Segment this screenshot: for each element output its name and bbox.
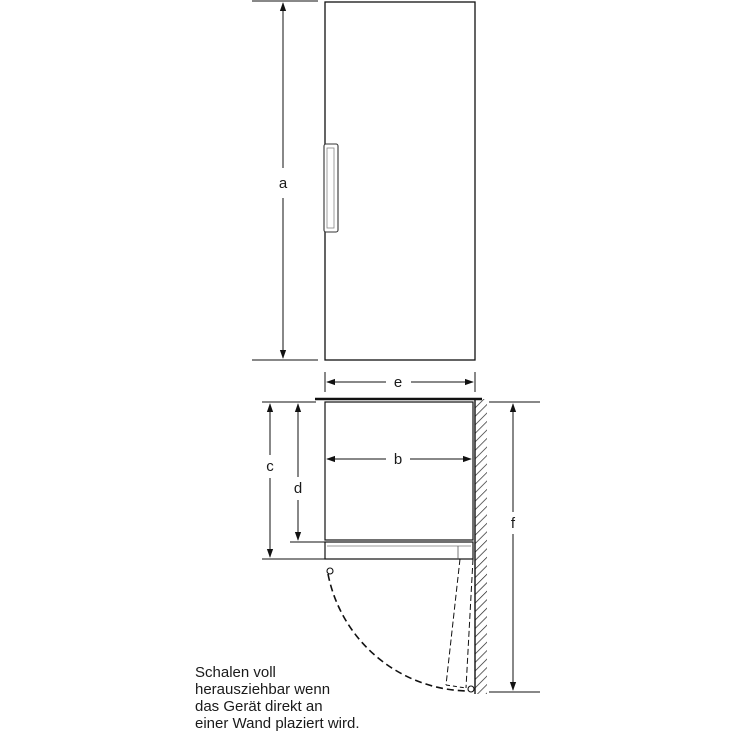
dimension-f-label: f: [510, 515, 516, 532]
door-open: [446, 559, 473, 688]
installation-note-line: das Gerät direkt an: [195, 698, 323, 715]
hinge-point: [327, 568, 333, 574]
installation-note-line: herausziehbar wenn: [195, 681, 331, 698]
wall-hatching: [475, 399, 487, 694]
appliance-front-body: [325, 2, 475, 360]
dimension-a: [252, 1, 318, 360]
dimension-b-label: b: [393, 451, 403, 468]
dimension-f: [489, 402, 540, 692]
dimension-e-label: e: [393, 374, 403, 391]
installation-note: [195, 664, 435, 732]
installation-note-line: Schalen voll: [195, 664, 276, 681]
dimension-d-label: d: [293, 480, 303, 497]
front-view: [324, 2, 475, 360]
dimension-a-label: a: [278, 175, 288, 192]
appliance-top-body: [325, 402, 473, 540]
hinge-point-open: [468, 686, 474, 692]
door-handle: [324, 144, 338, 232]
dimension-e: [325, 372, 475, 392]
door-closed: [325, 542, 473, 559]
dimension-c-label: c: [266, 458, 274, 475]
top-view: [315, 399, 487, 694]
dimension-d: [290, 404, 326, 542]
installation-note-line: einer Wand plaziert wird.: [195, 715, 360, 732]
